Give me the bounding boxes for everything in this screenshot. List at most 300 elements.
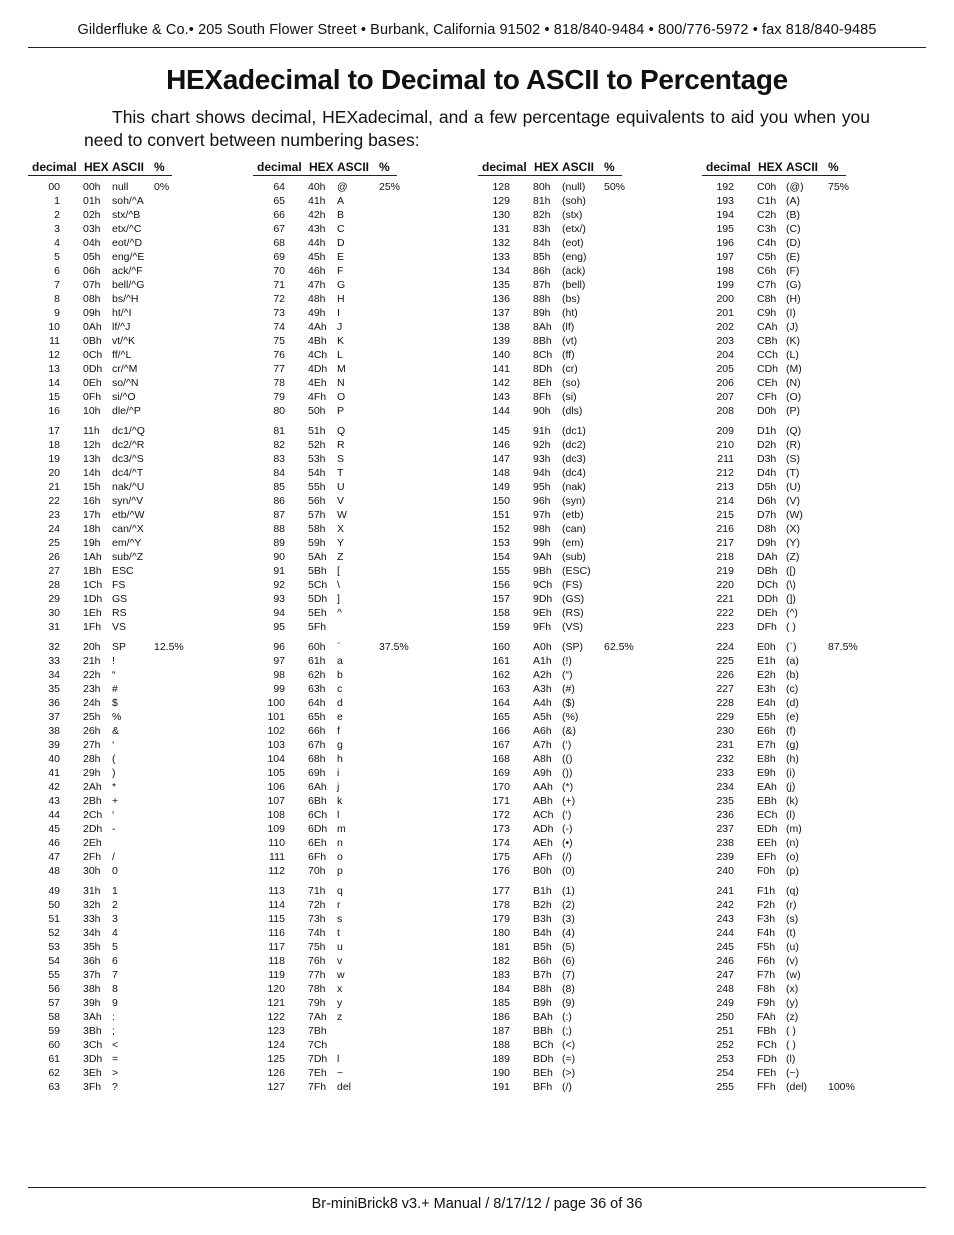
table-row xyxy=(28,424,253,438)
cell-ascii: (cr) xyxy=(562,363,578,375)
cell-decimal: 72 xyxy=(273,293,285,305)
cell-ascii: B xyxy=(337,209,345,221)
cell-hex: EDh xyxy=(757,823,778,835)
cell-ascii: o xyxy=(337,851,343,863)
cell-decimal: 219 xyxy=(716,565,734,577)
cell-hex: 2Ch xyxy=(83,809,103,821)
table-row xyxy=(702,390,927,404)
cell-decimal: 223 xyxy=(716,621,734,633)
cell-ascii: (a) xyxy=(786,655,799,667)
cell-hex: 38h xyxy=(83,983,101,995)
cell-hex: 0Bh xyxy=(83,335,102,347)
table-row xyxy=(702,536,927,550)
cell-hex: 63h xyxy=(308,683,326,695)
cell-decimal: 157 xyxy=(492,593,510,605)
table-row xyxy=(478,578,703,592)
table-row xyxy=(702,578,927,592)
cell-decimal: 21 xyxy=(48,481,60,493)
cell-ascii: (r) xyxy=(786,899,797,911)
table-row xyxy=(253,668,478,682)
cell-hex: A6h xyxy=(533,725,552,737)
cell-decimal: 24 xyxy=(48,523,60,535)
cell-decimal: 13 xyxy=(48,363,60,375)
table-row xyxy=(478,1066,703,1080)
cell-ascii: etb/^W xyxy=(112,509,145,521)
table-row xyxy=(28,1010,253,1024)
cell-hex: 11h xyxy=(83,425,100,437)
cell-decimal: 56 xyxy=(48,983,60,995)
cell-hex: EEh xyxy=(757,837,777,849)
cell-decimal: 173 xyxy=(492,823,510,835)
cell-pct: 100% xyxy=(828,1081,855,1093)
cell-hex: 66h xyxy=(308,725,326,737)
table-row xyxy=(478,264,703,278)
cell-ascii: 6 xyxy=(112,955,118,967)
table-row xyxy=(28,236,253,250)
cell-ascii: (z) xyxy=(786,1011,799,1023)
cell-decimal: 193 xyxy=(716,195,734,207)
cell-ascii: ) xyxy=(112,767,116,779)
cell-decimal: 152 xyxy=(492,523,510,535)
cell-ascii: ‘ xyxy=(112,809,115,821)
column-header-pct: % xyxy=(379,160,390,174)
table-row xyxy=(702,926,927,940)
cell-hex: 14h xyxy=(83,467,101,479)
cell-decimal: 12 xyxy=(48,349,60,361)
cell-ascii: K xyxy=(337,335,345,347)
cell-decimal: 240 xyxy=(716,865,734,877)
cell-decimal: 179 xyxy=(492,913,510,925)
cell-hex: 29h xyxy=(83,767,101,779)
row-group xyxy=(253,640,478,878)
cell-hex: CFh xyxy=(757,391,777,403)
cell-decimal: 112 xyxy=(268,865,285,877)
column-header-decimal: decimal xyxy=(482,160,527,174)
cell-decimal: 92 xyxy=(273,579,285,591)
cell-hex: 2Eh xyxy=(83,837,102,849)
cell-decimal: 27 xyxy=(48,565,60,577)
column-header-pct: % xyxy=(604,160,615,174)
table-row xyxy=(702,884,927,898)
table-row xyxy=(478,180,703,194)
table-row xyxy=(702,522,927,536)
cell-decimal: 71 xyxy=(273,279,285,291)
table-row xyxy=(478,912,703,926)
cell-decimal: 235 xyxy=(716,795,734,807)
cell-hex: BAh xyxy=(533,1011,553,1023)
cell-hex: F0h xyxy=(757,865,776,877)
column-header-ascii: ASCII xyxy=(562,160,595,174)
cell-ascii: : xyxy=(112,1011,115,1023)
table-row xyxy=(478,564,703,578)
column-header xyxy=(702,160,846,176)
cell-decimal: 116 xyxy=(268,927,285,939)
cell-hex: 94h xyxy=(533,467,551,479)
cell-ascii: p xyxy=(337,865,343,877)
cell-ascii: 2 xyxy=(112,899,118,911)
cell-hex: 5Ch xyxy=(308,579,328,591)
table-row xyxy=(478,822,703,836)
table-row xyxy=(702,682,927,696)
table-row xyxy=(28,836,253,850)
cell-ascii: (dc1) xyxy=(562,425,586,437)
table-row xyxy=(253,864,478,878)
table-row xyxy=(702,696,927,710)
cell-hex: BCh xyxy=(533,1039,554,1051)
table-row xyxy=(28,682,253,696)
cell-ascii: (sub) xyxy=(562,551,586,563)
cell-hex: BFh xyxy=(533,1081,553,1093)
cell-decimal: 227 xyxy=(716,683,734,695)
cell-ascii: ()) xyxy=(562,767,573,779)
cell-decimal: 159 xyxy=(492,621,510,633)
cell-hex: 76h xyxy=(308,955,326,967)
cell-ascii: ([) xyxy=(786,565,796,577)
cell-ascii: k xyxy=(337,795,343,807)
table-row xyxy=(702,466,927,480)
cell-decimal: 46 xyxy=(48,837,60,849)
cell-ascii: (9) xyxy=(562,997,575,1009)
cell-decimal: 93 xyxy=(273,593,285,605)
cell-ascii: GS xyxy=(112,593,128,605)
cell-hex: 58h xyxy=(308,523,326,535)
table-row xyxy=(253,348,478,362)
table-row xyxy=(253,236,478,250)
table-row xyxy=(478,376,703,390)
table-row xyxy=(478,320,703,334)
cell-hex: 08h xyxy=(83,293,101,305)
cell-decimal: 30 xyxy=(48,607,60,619)
cell-hex: EAh xyxy=(757,781,777,793)
cell-decimal: 140 xyxy=(492,349,510,361)
cell-hex: D2h xyxy=(757,439,777,451)
table-row xyxy=(478,334,703,348)
cell-hex: 49h xyxy=(308,307,326,319)
table-row xyxy=(702,710,927,724)
cell-decimal: 142 xyxy=(492,377,510,389)
cell-hex: F9h xyxy=(757,997,776,1009)
table-row xyxy=(478,1080,703,1094)
cell-ascii: # xyxy=(112,683,118,695)
cell-decimal: 169 xyxy=(492,767,510,779)
cell-ascii: bs/^H xyxy=(112,293,139,305)
cell-hex: 44h xyxy=(308,237,326,249)
cell-ascii: (“) xyxy=(562,669,573,681)
cell-decimal: 78 xyxy=(273,377,285,389)
cell-ascii: G xyxy=(337,279,346,291)
table-row xyxy=(253,466,478,480)
cell-ascii: - xyxy=(112,823,116,835)
table-row xyxy=(28,668,253,682)
table-row xyxy=(702,452,927,466)
cell-decimal: 74 xyxy=(273,321,285,333)
cell-ascii: W xyxy=(337,509,347,521)
row-group xyxy=(28,884,253,1094)
cell-decimal: 144 xyxy=(492,405,510,417)
cell-ascii: (\) xyxy=(786,579,796,591)
cell-hex: F6h xyxy=(757,955,776,967)
cell-hex: 83h xyxy=(533,223,551,235)
cell-decimal: 204 xyxy=(716,349,734,361)
cell-ascii: (em) xyxy=(562,537,584,549)
cell-decimal: 43 xyxy=(48,795,60,807)
cell-ascii: (%) xyxy=(562,711,579,723)
table-row xyxy=(702,508,927,522)
table-row xyxy=(253,250,478,264)
cell-ascii: eot/^D xyxy=(112,237,143,249)
cell-hex: 81h xyxy=(533,195,551,207)
cell-ascii: I xyxy=(337,307,340,319)
cell-ascii: (d) xyxy=(786,697,799,709)
cell-hex: B5h xyxy=(533,941,552,953)
table-column xyxy=(253,180,478,1094)
cell-hex: 7Ah xyxy=(308,1011,327,1023)
cell-decimal: 129 xyxy=(492,195,510,207)
table-row xyxy=(253,912,478,926)
cell-hex: D1h xyxy=(757,425,777,437)
table-row xyxy=(702,550,927,564)
table-row xyxy=(253,724,478,738)
row-group xyxy=(28,180,253,418)
cell-ascii: (x) xyxy=(786,983,799,995)
table-row xyxy=(28,620,253,634)
cell-decimal: 253 xyxy=(716,1053,734,1065)
cell-ascii: (0) xyxy=(562,865,575,877)
cell-hex: CDh xyxy=(757,363,779,375)
cell-hex: 60h xyxy=(308,641,326,653)
cell-decimal: 160 xyxy=(492,641,510,653)
cell-hex: 2Fh xyxy=(83,851,102,863)
cell-ascii: % xyxy=(112,711,122,723)
cell-decimal: 230 xyxy=(716,725,734,737)
cell-hex: 35h xyxy=(83,941,101,953)
table-row xyxy=(702,1052,927,1066)
cell-decimal: 91 xyxy=(273,565,285,577)
cell-hex: 45h xyxy=(308,251,326,263)
cell-hex: 3Fh xyxy=(83,1081,102,1093)
table-row xyxy=(253,592,478,606)
cell-ascii: syn/^V xyxy=(112,495,144,507)
table-row xyxy=(478,194,703,208)
cell-decimal: 214 xyxy=(716,495,734,507)
row-group xyxy=(478,884,703,1094)
table-row xyxy=(478,710,703,724)
cell-ascii: (6) xyxy=(562,955,575,967)
table-row xyxy=(702,334,927,348)
table-row xyxy=(253,898,478,912)
row-group xyxy=(702,884,927,1094)
cell-decimal: 4 xyxy=(54,237,60,249)
cell-decimal: 11 xyxy=(49,335,60,347)
cell-ascii: (A) xyxy=(786,195,800,207)
cell-decimal: 45 xyxy=(48,823,60,835)
cell-hex: 7Ch xyxy=(308,1039,328,1051)
column-header-hex: HEX xyxy=(84,160,109,174)
table-row xyxy=(28,438,253,452)
table-row xyxy=(28,1038,253,1052)
cell-decimal: 130 xyxy=(492,209,510,221)
row-group xyxy=(478,640,703,878)
cell-decimal: 107 xyxy=(267,795,285,807)
cell-hex: 47h xyxy=(308,279,326,291)
cell-decimal: 35 xyxy=(48,683,60,695)
cell-ascii: r xyxy=(337,899,341,911)
column-header-ascii: ASCII xyxy=(786,160,819,174)
table-row xyxy=(478,620,703,634)
table-row xyxy=(28,480,253,494)
table-row xyxy=(478,550,703,564)
cell-hex: 6Ah xyxy=(308,781,327,793)
cell-hex: E7h xyxy=(757,739,776,751)
cell-hex: 03h xyxy=(83,223,101,235)
cell-ascii: $ xyxy=(112,697,118,709)
cell-pct: 25% xyxy=(379,181,401,193)
cell-decimal: 252 xyxy=(716,1039,734,1051)
cell-ascii: (&) xyxy=(562,725,576,737)
table-row xyxy=(702,194,927,208)
table-row xyxy=(478,724,703,738)
cell-hex: 6Fh xyxy=(308,851,327,863)
table-row xyxy=(28,864,253,878)
cell-ascii: (8) xyxy=(562,983,575,995)
cell-hex: 95h xyxy=(533,481,551,493)
table-row xyxy=(28,850,253,864)
table-row xyxy=(28,292,253,306)
cell-decimal: 15 xyxy=(48,391,60,403)
header-rule xyxy=(28,47,926,48)
table-row xyxy=(702,376,927,390)
cell-decimal: 42 xyxy=(48,781,60,793)
cell-hex: 71h xyxy=(308,885,326,897)
cell-decimal: 155 xyxy=(492,565,510,577)
cell-hex: 04h xyxy=(83,237,101,249)
cell-hex: ECh xyxy=(757,809,778,821)
cell-hex: F7h xyxy=(757,969,776,981)
cell-ascii: (D) xyxy=(786,237,801,249)
table-row xyxy=(28,606,253,620)
cell-ascii: (p) xyxy=(786,865,799,877)
table-row xyxy=(478,592,703,606)
cell-ascii: (O) xyxy=(786,391,802,403)
cell-decimal: 65 xyxy=(273,195,285,207)
cell-hex: AEh xyxy=(533,837,553,849)
cell-decimal: 52 xyxy=(48,927,60,939)
cell-decimal: 53 xyxy=(48,941,60,953)
cell-decimal: 58 xyxy=(48,1011,60,1023)
cell-decimal: 172 xyxy=(492,809,510,821)
cell-decimal: 209 xyxy=(716,425,734,437)
table-row xyxy=(253,1066,478,1080)
cell-decimal: 239 xyxy=(716,851,734,863)
cell-decimal: 126 xyxy=(267,1067,285,1079)
cell-ascii: (]) xyxy=(786,593,796,605)
cell-decimal: 134 xyxy=(492,265,510,277)
cell-decimal: 215 xyxy=(716,509,734,521)
cell-ascii: (H) xyxy=(786,293,801,305)
cell-decimal: 102 xyxy=(267,725,285,737)
cell-decimal: 122 xyxy=(267,1011,285,1023)
table-row xyxy=(702,306,927,320)
table-row xyxy=(702,752,927,766)
cell-decimal: 106 xyxy=(267,781,285,793)
cell-ascii: em/^Y xyxy=(112,537,142,549)
cell-decimal: 79 xyxy=(273,391,285,403)
cell-ascii: (Z) xyxy=(786,551,800,563)
cell-decimal: 232 xyxy=(716,753,734,765)
cell-decimal: 175 xyxy=(492,851,510,863)
table-row xyxy=(478,668,703,682)
cell-decimal: 100 xyxy=(267,697,285,709)
table-row xyxy=(478,808,703,822)
table-row xyxy=(478,292,703,306)
cell-hex: A3h xyxy=(533,683,552,695)
cell-hex: E2h xyxy=(757,669,776,681)
cell-ascii: (R) xyxy=(786,439,801,451)
cell-decimal: 20 xyxy=(48,467,60,479)
cell-ascii: stx/^B xyxy=(112,209,141,221)
table-row xyxy=(702,348,927,362)
cell-decimal: 185 xyxy=(492,997,510,1009)
table-row xyxy=(702,724,927,738)
table-row xyxy=(28,822,253,836)
cell-ascii: (vt) xyxy=(562,335,578,347)
cell-decimal: 133 xyxy=(492,251,510,263)
cell-hex: 26h xyxy=(83,725,101,737)
table-row xyxy=(702,1024,927,1038)
cell-ascii: m xyxy=(337,823,346,835)
table-row xyxy=(702,822,927,836)
footer-rule xyxy=(28,1187,926,1188)
cell-decimal: 236 xyxy=(716,809,734,821)
cell-ascii: (;) xyxy=(562,1025,572,1037)
table-row xyxy=(702,654,927,668)
cell-hex: CEh xyxy=(757,377,778,389)
cell-ascii: (N) xyxy=(786,377,801,389)
cell-hex: 8Ah xyxy=(533,321,552,333)
cell-decimal: 180 xyxy=(492,927,510,939)
cell-ascii: (@) xyxy=(786,181,804,193)
cell-decimal: 85 xyxy=(273,481,285,493)
cell-decimal: 101 xyxy=(267,711,285,723)
cell-hex: A0h xyxy=(533,641,552,653)
cell-decimal: 44 xyxy=(48,809,60,821)
cell-pct: 75% xyxy=(828,181,850,193)
cell-ascii: (=) xyxy=(562,1053,576,1065)
table-row xyxy=(478,1038,703,1052)
cell-decimal: 38 xyxy=(48,725,60,737)
table-row xyxy=(253,480,478,494)
cell-ascii: (+) xyxy=(562,795,576,807)
cell-decimal: 137 xyxy=(492,307,510,319)
table-row xyxy=(28,982,253,996)
cell-hex: 20h xyxy=(83,641,101,653)
table-row xyxy=(253,606,478,620)
cell-decimal: 117 xyxy=(268,941,285,953)
cell-hex: 9Fh xyxy=(533,621,552,633)
cell-hex: 74h xyxy=(308,927,326,939)
cell-decimal: 29 xyxy=(48,593,60,605)
table-row xyxy=(702,362,927,376)
table-row xyxy=(702,208,927,222)
cell-hex: 1Ah xyxy=(83,551,102,563)
table-row xyxy=(253,780,478,794)
cell-decimal: 125 xyxy=(267,1053,285,1065)
cell-decimal: 6 xyxy=(54,265,60,277)
cell-hex: 50h xyxy=(308,405,326,417)
cell-decimal: 61 xyxy=(48,1053,60,1065)
cell-decimal: 233 xyxy=(716,767,734,779)
table-row xyxy=(478,606,703,620)
